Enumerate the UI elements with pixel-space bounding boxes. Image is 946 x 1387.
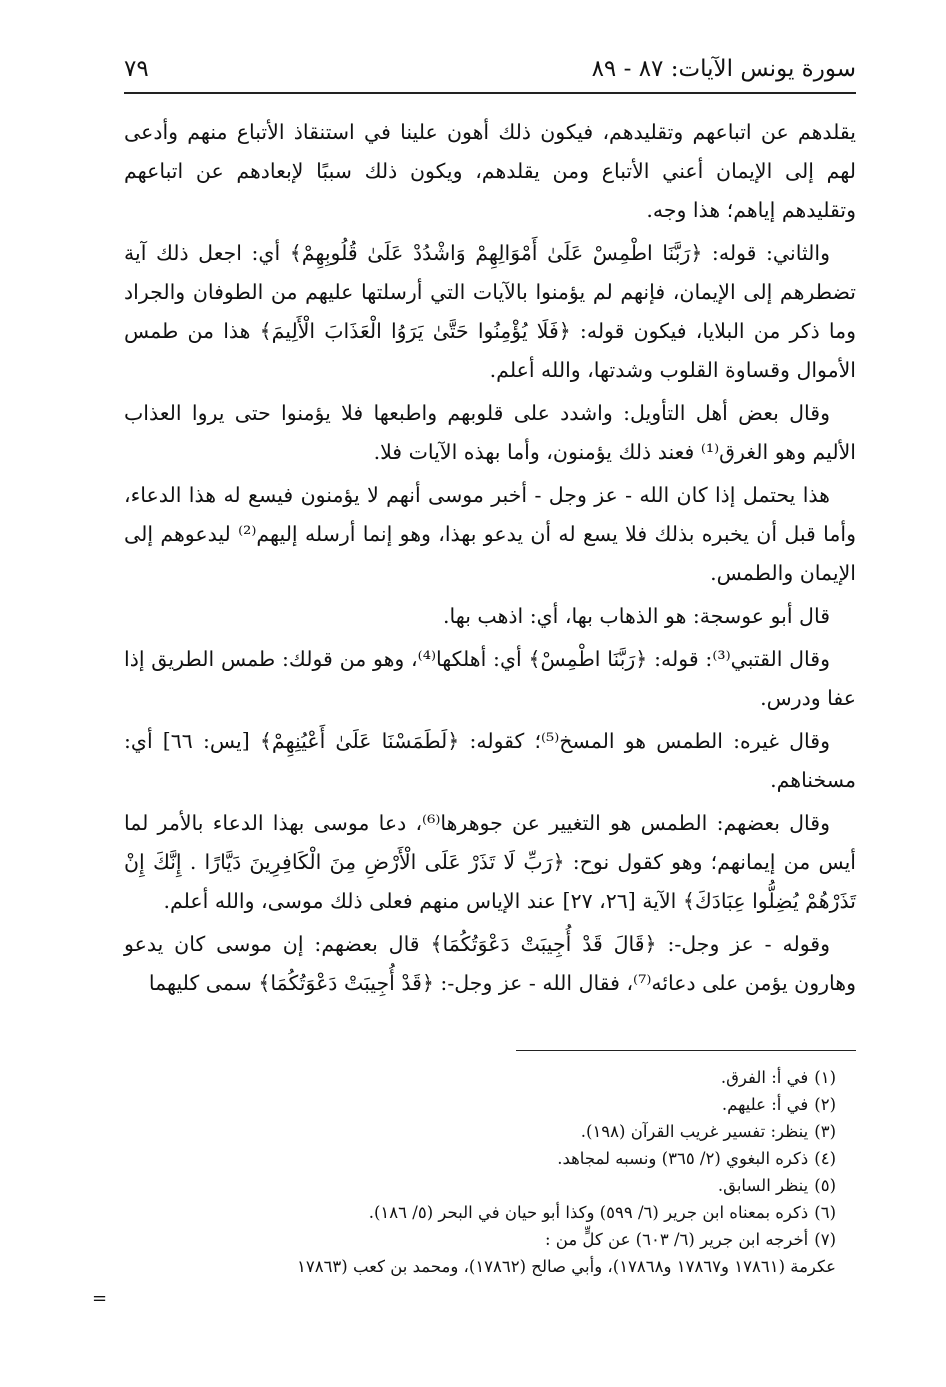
footnote-text: ذكره البغوي (٢/ ٣٦٥) ونسبه لمجاهد.	[557, 1149, 809, 1168]
running-title: سورة يونس الآيات: ٨٧ - ٨٩	[591, 56, 856, 82]
footnote-text: أخرجه ابن جرير (٦/ ٦٠٣) عن كلٍّ من :	[544, 1230, 809, 1249]
footnote-number: (٥)	[814, 1176, 836, 1195]
continuation-mark: =	[92, 1288, 106, 1309]
paragraph: قال أبو عوسجة: هو الذهاب بها، أي: اذهب بها.	[443, 604, 830, 628]
footnote-text: في أ: الفرق.	[720, 1068, 809, 1087]
footnote	[110, 1145, 836, 1172]
footnote-number: (٢)	[814, 1095, 836, 1114]
paragraph: وقال بعضهم: الطمس هو التغيير عن جوهرها⁽⁶⁾، دعا موسى بهذا الدعاء بالأمر لما أيس من إيمانهم؛ وهو كقول نوح: ﴿رَبِّ لَا تَذَرْ عَلَى الْأَرْضِ مِنَ الْكَافِرِينَ دَيَّارًا . إِنَّكَ إِنْ تَذَرْهُمْ يُضِلُّوا عِبَادَكَ﴾ الآية [٢٦، ٢٧] عند الإياس منهم فعلى ذلك موسى، والله أعلم.	[124, 811, 856, 913]
footnote-number: (٣)	[814, 1122, 836, 1141]
paragraph: والثاني: قوله: ﴿رَبَّنَا اطْمِسْ عَلَىٰ أَمْوَالِهِمْ وَاشْدُدْ عَلَىٰ قُلُوبِهِمْ﴾ أي: اجعل ذلك آية تضطرهم إلى الإيمان، فإنهم لم يؤمنوا بالآيات التي أرسلتها عليهم من الطوفان والجراد وما ذكر من البلايا، فيكون قوله: ﴿فَلَا يُؤْمِنُوا حَتَّىٰ يَرَوُا الْعَذَابَ الْأَلِيمَ﴾ هذا من طمس الأموال وقساوة القلوب وشدتها، والله أعلم.	[124, 241, 856, 382]
paragraph: هذا يحتمل إذا كان الله - عز وجل - أخبر موسى أنهم لا يؤمنون فيسع له هذا الدعاء، وأما قبل أن يخبره بذلك فلا يسع له أن يدعو بهذا، وهو إنما أرسله إليهم⁽²⁾ ليدعوهم إلى الإيمان والطمس.	[124, 483, 856, 585]
paragraph: وقال بعض أهل التأويل: واشدد على قلوبهم واطبعها فلا يؤمنوا حتى يروا العذاب الأليم وهو الغرق⁽¹⁾ فعند ذلك يؤمنون، وأما بهذه الآيات فلا.	[124, 401, 856, 464]
paragraph: يقلدهم عن اتباعهم وتقليدهم، فيكون ذلك أهون علينا في استنقاذ الأتباع منهم وأدعى لهم إلى الإيمان أعني الأتباع ومن يقلدهم، ويكون ذلك سببًا لإبعادهم عن اتباعهم وتقليدهم إياهم؛ هذا وجه.	[124, 120, 856, 222]
footnote-continuation: عكرمة (١٧٨٦١ و١٧٨٦٧ و١٧٨٦٨)، وأبي صالح (١٧٨٦٢)، ومحمد بن كعب (١٧٨٦٣	[296, 1257, 836, 1276]
footnote	[110, 1118, 836, 1145]
footnote	[110, 1091, 836, 1118]
footnote	[110, 1199, 836, 1226]
footnote-text: في أ: عليهم.	[721, 1095, 809, 1114]
footnote	[110, 1172, 836, 1199]
paragraph: وقوله - عز وجل-: ﴿قَالَ قَدْ أُجِيبَتْ دَعْوَتُكُمَا﴾ قال بعضهم: إن موسى كان يدعو وهارون يؤمن على دعائه⁽⁷⁾، فقال الله - عز وجل-: ﴿قَدْ أُجِيبَتْ دَعْوَتُكُمَا﴾ سمى كليهما	[124, 932, 856, 995]
footnote-text: ينظر السابق.	[717, 1176, 809, 1195]
footnote	[110, 1064, 836, 1091]
footnote-text: ينظر: تفسير غريب القرآن (١٩٨).	[580, 1122, 809, 1141]
footnotes	[110, 1064, 836, 1280]
footnote-number: (١)	[814, 1068, 836, 1087]
paragraph: وقال غيره: الطمس هو المسخ⁽⁵⁾؛ كقوله: ﴿لَطَمَسْنَا عَلَىٰ أَعْيُنِهِمْ﴾ [يس: ٦٦] أي: مسخناهم.	[124, 729, 856, 792]
footnote	[110, 1226, 836, 1253]
footnote-number: (٧)	[814, 1230, 836, 1249]
page-number: ٧٩	[124, 56, 149, 82]
footnote-text: ذكره بمعناه ابن جرير (٦/ ٥٩٩) وكذا أبو حيان في البحر (٥/ ١٨٦).	[368, 1203, 809, 1222]
footnote-number: (٤)	[814, 1149, 836, 1168]
page-header	[124, 50, 856, 94]
main-text	[124, 113, 856, 1007]
footnote-number: (٦)	[814, 1203, 836, 1222]
footnote-separator	[516, 1050, 856, 1051]
paragraph: وقال القتبي⁽³⁾: قوله: ﴿رَبَّنَا اطْمِسْ﴾ أي: أهلكها⁽⁴⁾، وهو من قولك: طمس الطريق إذا عفا ودرس.	[124, 647, 856, 710]
